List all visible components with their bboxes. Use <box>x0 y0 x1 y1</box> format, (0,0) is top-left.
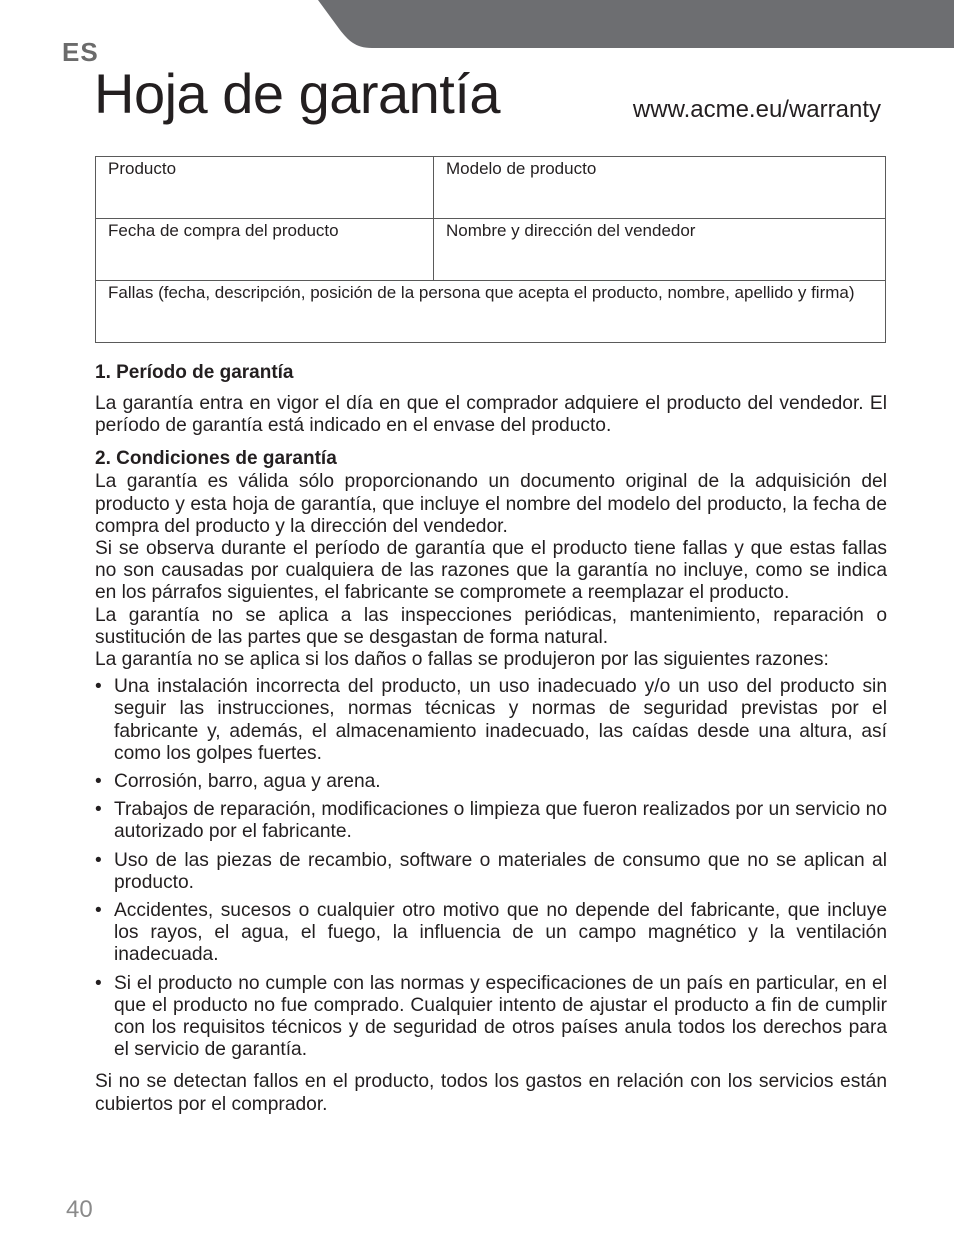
section-2-paragraph: La garantía no se aplica a las inspecciones periódicas, mantenimiento, reparación o sustitución de las partes que se desgastan de forma natural. <box>95 604 887 648</box>
list-item-text: Accidentes, sucesos o cualquier otro motivo que no depende del fabricante, que incluye los rayos, el agua, el fuego, la influencia de un campo magnético y la ventilación inadecuada. <box>114 900 887 966</box>
final-paragraph: Si no se detectan fallos en el producto, todos los gastos en relación con los servicios están cubiertos por el comprador. <box>95 1071 887 1115</box>
language-code: ES <box>62 37 99 67</box>
warranty-url: www.acme.eu/warranty <box>632 96 881 123</box>
purchase-date-field[interactable] <box>96 219 434 281</box>
page-number: 40 <box>66 1196 93 1223</box>
faults-label: Fallas (fecha, descripción, posición de la persona que acepta el producto, nombre, apellido y firma) <box>108 283 855 302</box>
product-model-field[interactable] <box>434 157 886 219</box>
exclusions-list <box>95 676 887 1061</box>
purchase-date-label: Fecha de compra del producto <box>108 221 339 240</box>
list-item <box>95 900 887 967</box>
header-tab-decoration <box>0 0 954 60</box>
bullet-icon: • <box>95 849 102 871</box>
seller-field[interactable] <box>434 219 886 281</box>
list-item <box>95 973 887 1062</box>
section-2-paragraph: La garantía no se aplica si los daños o fallas se produjeron por las siguientes razones: <box>95 649 829 671</box>
warranty-content <box>95 361 887 1116</box>
list-item <box>95 676 887 765</box>
header-tab-shape <box>318 0 954 48</box>
bullet-icon: • <box>95 799 102 821</box>
section-2-paragraph: La garantía es válida sólo proporcionando un documento original de la adquisición del producto y esta hoja de garantía, que incluye el nombre del modelo del producto, la fecha de compra del producto y la dirección del vendedor. <box>95 471 887 537</box>
product-model-label: Modelo de producto <box>446 159 597 178</box>
list-item <box>95 799 887 843</box>
faults-field[interactable] <box>96 281 886 343</box>
product-field[interactable] <box>96 157 434 219</box>
seller-label: Nombre y dirección del vendedor <box>446 221 696 240</box>
bullet-icon: • <box>95 676 102 698</box>
list-item-text: Corrosión, barro, agua y arena. <box>114 771 381 793</box>
section-2-heading: 2. Condiciones de garantía <box>95 448 337 470</box>
list-item-text: Trabajos de reparación, modificaciones o limpieza que fueron realizados por un servicio no autorizado por el fabricante. <box>114 799 887 843</box>
bullet-icon: • <box>95 771 102 793</box>
section-1-heading: 1. Período de garantía <box>95 362 294 383</box>
page-title: Hoja de garantía <box>94 62 501 125</box>
list-item-text: Una instalación incorrecta del producto, un uso inadecuado y/o un uso del producto sin seguir las instrucciones, normas técnicas y normas de seguridad previstas por el fabricante y, además, el almacenamiento inadecuado, las caídas desde una altura, así como los golpes fuertes. <box>114 676 887 764</box>
list-item-text: Si el producto no cumple con las normas y especificaciones de un país en particular, en el que el producto no fue comprado. Cualquier intento de ajustar el producto a fin de cumplir con los requisitos técnicos y de seguridad de otros países anula todos los derechos para el servicio de garantía. <box>114 972 887 1061</box>
bullet-icon: • <box>95 900 102 922</box>
section-2-paragraph: Si se observa durante el período de garantía que el producto tiene fallas y que estas fallas no son causadas por cualquiera de las razones que la garantía no incluye, como se indica en los párrafos siguientes, el fabricante se compromete a reemplazar el producto. <box>95 538 887 604</box>
list-item <box>95 850 887 894</box>
section-1-text: La garantía entra en vigor el día en que el comprador adquiere el producto del vendedor. El período de garantía está indicado en el envase del producto. <box>95 393 887 437</box>
warranty-form-table <box>95 156 886 343</box>
bullet-icon: • <box>95 972 102 994</box>
product-label: Producto <box>108 159 177 178</box>
list-item-text: Uso de las piezas de recambio, software o materiales de consumo que no se aplican al producto. <box>114 849 887 893</box>
list-item <box>95 771 887 793</box>
